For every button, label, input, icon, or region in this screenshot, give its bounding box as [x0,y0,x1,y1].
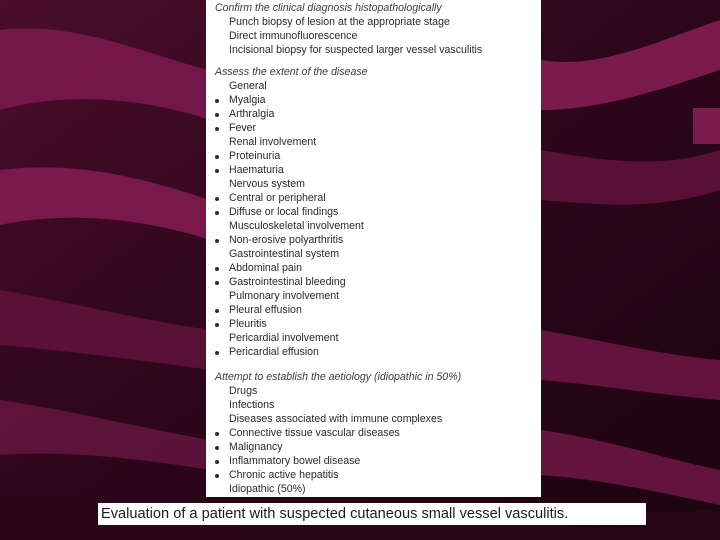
bullet-item-text: Pericardial effusion [229,346,319,358]
document-page [206,0,541,497]
bullet-item-text: Chronic active hepatitis [229,469,339,481]
subheading-item: Pulmonary involvement [229,290,340,302]
subheading-item: Gastrointestinal system [229,248,340,260]
bullet-icon [215,211,219,215]
section-heading: Assess the extent of the disease [215,66,368,78]
bullet-icon [215,323,219,327]
bullet-item-text: Diffuse or local findings [229,206,339,218]
subheading-item: Nervous system [229,178,305,190]
subheading-item: Diseases associated with immune complexes [229,413,443,425]
subheading-item: Infections [229,399,275,411]
section-heading: Confirm the clinical diagnosis histopathologically [215,2,442,14]
bullet-icon [215,474,219,478]
figure-caption: Evaluation of a patient with suspected cutaneous small vessel vasculitis. [98,503,646,525]
bullet-item-text: Arthralgia [229,108,275,120]
bullet-item-text: Fever [229,122,257,134]
bullet-item-text: Pleuritis [229,318,267,330]
bullet-icon [215,127,219,131]
bullet-icon [215,432,219,436]
subheading-item: Musculoskeletal involvement [229,220,364,232]
subheading-item: Punch biopsy of lesion at the appropriate stage [229,16,450,28]
subheading-item: General [229,80,267,92]
bullet-icon [215,113,219,117]
bullet-item-text: Haematuria [229,164,284,176]
bullet-icon [215,446,219,450]
section-heading: Attempt to establish the aetiology (idiopathic in 50%) [215,371,462,383]
bullet-icon [215,239,219,243]
bullet-item-text: Malignancy [229,441,283,453]
bullet-icon [215,351,219,355]
bullet-icon [215,169,219,173]
subheading-item: Direct immunofluorescence [229,30,358,42]
bullet-icon [215,99,219,103]
subheading-item: Pericardial involvement [229,332,339,344]
bullet-item-text: Central or peripheral [229,192,326,204]
bullet-item-text: Proteinuria [229,150,281,162]
bullet-icon [215,309,219,313]
bullet-item-text: Inflammatory bowel disease [229,455,361,467]
subheading-item: Idiopathic (50%) [229,483,306,495]
bullet-item-text: Non-erosive polyarthritis [229,234,344,246]
subheading-item: Drugs [229,385,258,397]
bullet-item-text: Gastrointestinal bleeding [229,276,346,288]
bullet-item-text: Pleural effusion [229,304,302,316]
bullet-item-text: Connective tissue vascular diseases [229,427,400,439]
bullet-icon [215,155,219,159]
bullet-item-text: Myalgia [229,94,266,106]
subheading-item: Incisional biopsy for suspected larger vessel vasculitis [229,44,483,56]
bullet-item-text: Abdominal pain [229,262,303,274]
subheading-item: Renal involvement [229,136,317,148]
bullet-icon [215,197,219,201]
bullet-icon [215,460,219,464]
bullet-icon [215,267,219,271]
bullet-icon [215,281,219,285]
